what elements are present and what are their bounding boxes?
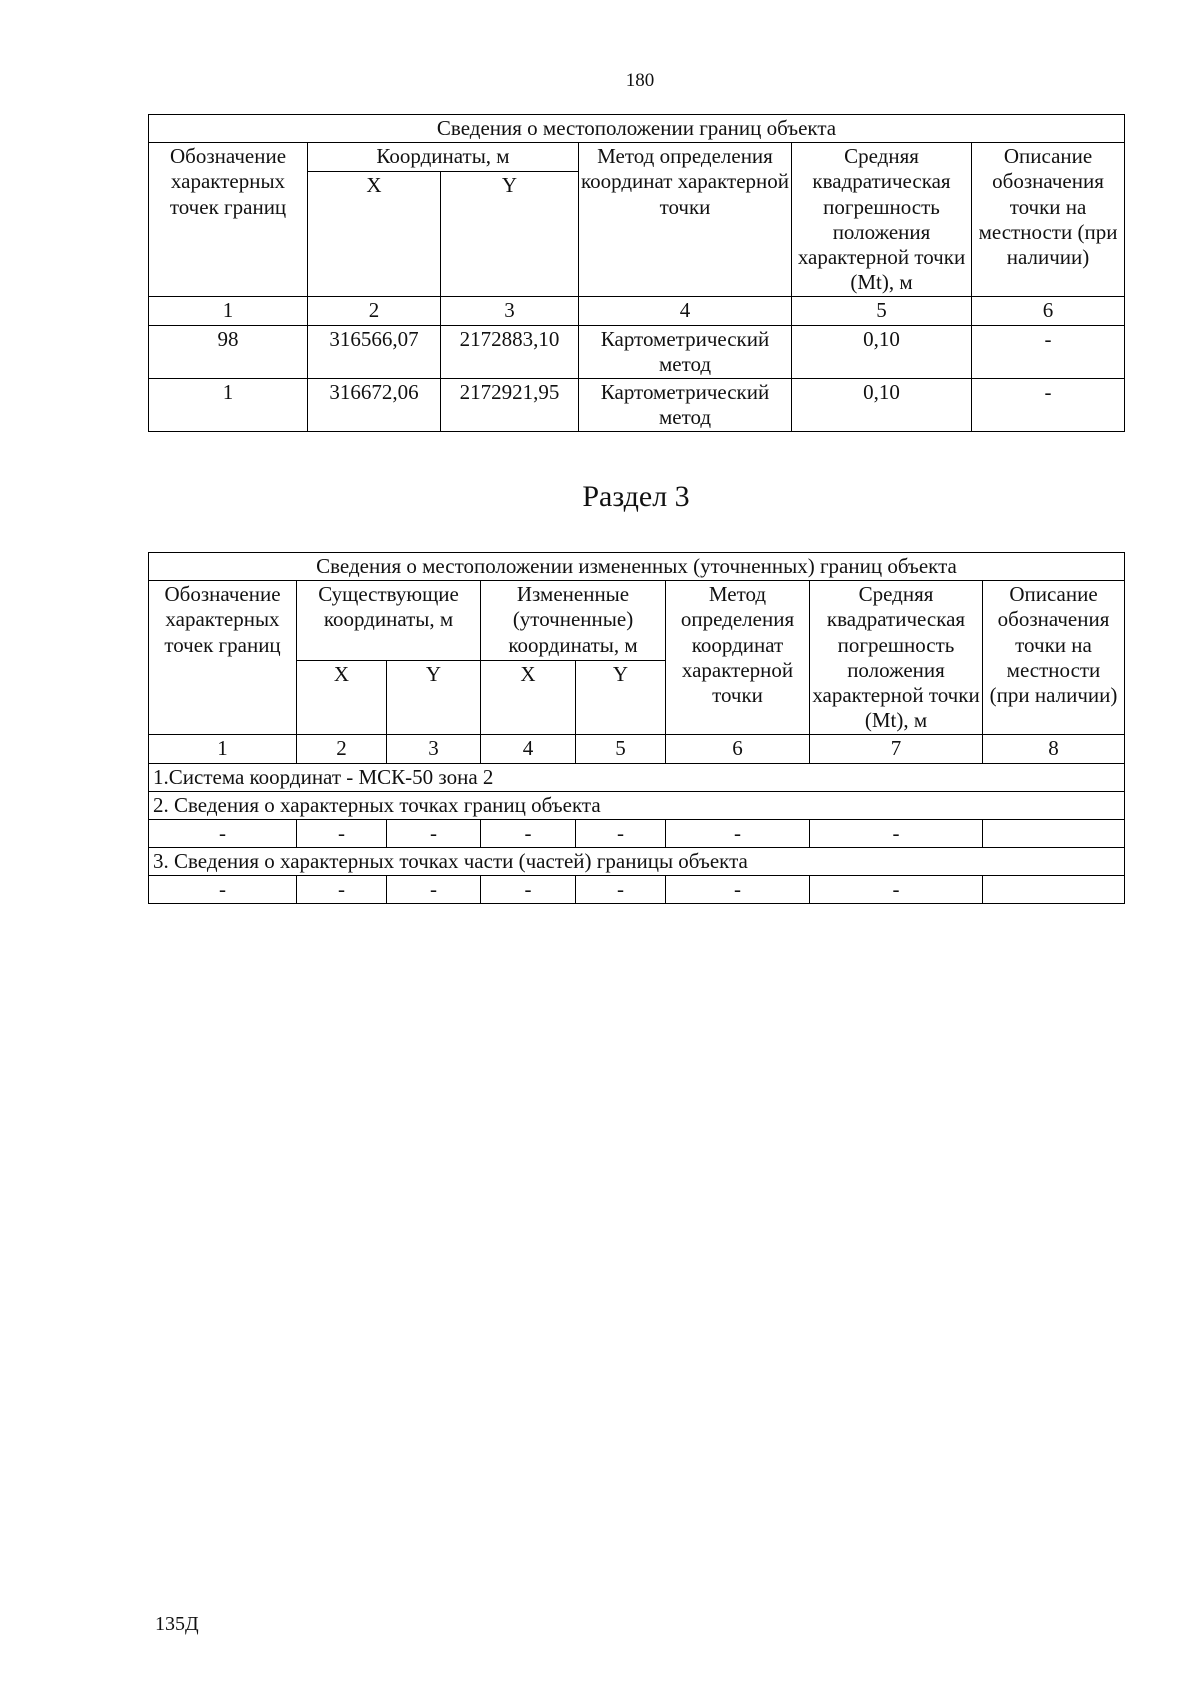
header-description: Описание обозначения точки на местности (при наличии) — [972, 143, 1125, 297]
cell: - — [297, 819, 387, 847]
header-error: Средняя квадратическая погрешность положения характерной точки (Mt), м — [792, 143, 972, 297]
header-existing-coordinates: Существующие координаты, м — [297, 581, 481, 661]
document-code: 135Д — [155, 1613, 199, 1635]
cell: - — [387, 876, 481, 904]
header-y: Y — [576, 661, 666, 735]
cell: - — [810, 819, 983, 847]
cell: - — [666, 819, 810, 847]
cell-method: Картометрический метод — [579, 325, 792, 378]
cell-error: 0,10 — [792, 378, 972, 431]
header-method: Метод определения координат характерной точки — [666, 581, 810, 735]
page-number: 180 — [625, 70, 655, 91]
header-y: Y — [441, 172, 579, 297]
cell-y: 2172921,95 — [441, 378, 579, 431]
column-number: 2 — [297, 735, 387, 763]
header-designation: Обозначение характерных точек границ — [149, 143, 308, 297]
table-row — [149, 378, 1125, 431]
table-title: Сведения о местоположении границ объекта — [149, 115, 1125, 143]
boundary-part-points-label: 3. Сведения о характерных точках части (частей) границы объекта — [149, 848, 1125, 876]
boundary-points-label: 2. Сведения о характерных точках границ объекта — [149, 791, 1125, 819]
cell — [983, 876, 1125, 904]
column-number: 6 — [666, 735, 810, 763]
cell: - — [576, 819, 666, 847]
section-heading: Раздел 3 — [582, 480, 690, 513]
cell-x: 316566,07 — [308, 325, 441, 378]
changed-boundary-table — [148, 552, 1125, 904]
cell-point: 98 — [149, 325, 308, 378]
header-x: X — [308, 172, 441, 297]
coordinate-system-row: 1.Система координат - МСК-50 зона 2 — [149, 763, 1125, 791]
cell-point: 1 — [149, 378, 308, 431]
column-number: 4 — [579, 297, 792, 325]
header-error: Средняя квадратическая погрешность положения характерной точки (Mt), м — [810, 581, 983, 735]
cell-y: 2172883,10 — [441, 325, 579, 378]
cell-description: - — [972, 378, 1125, 431]
column-number: 5 — [792, 297, 972, 325]
header-designation: Обозначение характерных точек границ — [149, 581, 297, 735]
cell: - — [481, 876, 576, 904]
cell: - — [149, 876, 297, 904]
column-number: 1 — [149, 297, 308, 325]
cell: - — [666, 876, 810, 904]
table-title: Сведения о местоположении измененных (уточненных) границ объекта — [149, 553, 1125, 581]
header-description: Описание обозначения точки на местности (при наличии) — [983, 581, 1125, 735]
column-number: 2 — [308, 297, 441, 325]
column-number: 4 — [481, 735, 576, 763]
cell: - — [576, 876, 666, 904]
cell-method: Картометрический метод — [579, 378, 792, 431]
column-number: 5 — [576, 735, 666, 763]
table-row — [149, 325, 1125, 378]
cell-error: 0,10 — [792, 325, 972, 378]
column-number: 1 — [149, 735, 297, 763]
header-y: Y — [387, 661, 481, 735]
cell — [983, 819, 1125, 847]
cell: - — [481, 819, 576, 847]
cell: - — [149, 819, 297, 847]
column-number: 6 — [972, 297, 1125, 325]
column-number: 3 — [441, 297, 579, 325]
header-coordinates: Координаты, м — [308, 143, 579, 172]
cell-description: - — [972, 325, 1125, 378]
cell: - — [297, 876, 387, 904]
header-x: X — [481, 661, 576, 735]
header-method: Метод определения координат характерной точки — [579, 143, 792, 297]
header-x: X — [297, 661, 387, 735]
header-changed-coordinates: Измененные (уточненные) координаты, м — [481, 581, 666, 661]
table-row — [149, 819, 1125, 847]
column-number: 7 — [810, 735, 983, 763]
table-row — [149, 876, 1125, 904]
cell-x: 316672,06 — [308, 378, 441, 431]
boundary-location-table — [148, 114, 1125, 432]
cell: - — [387, 819, 481, 847]
cell: - — [810, 876, 983, 904]
column-number: 3 — [387, 735, 481, 763]
column-number: 8 — [983, 735, 1125, 763]
